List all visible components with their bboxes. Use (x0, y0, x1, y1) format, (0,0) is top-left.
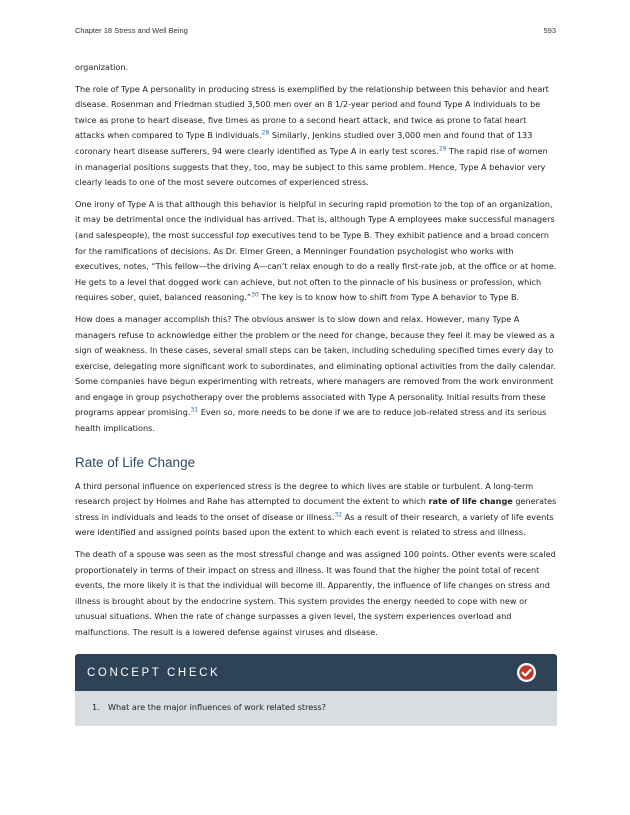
running-head (75, 26, 556, 35)
concept-check-body (75, 691, 557, 726)
paragraph-text: The rapid rise of women in managerial positions suggests that they, too, may be subject to this same problem. Hence, Type A behavior very clearly leads to one of the most severe outcomes of experienced stress. (75, 145, 548, 188)
paragraph-text: executives tend to be Type B. They exhibit patience and a broad concern for the ramifications of decisions. As Dr. Elmer Green, a Menninger Foundation psychologist who works with executives, notes, “This fellow—the driving A—can’t relax enough to do a really first-rate job, at the office or at home. He gets to a level that dogged work can achieve, but not often to the pinnacle of his business or profession, which requires sober, quiet, balanced reasoning.” (75, 229, 557, 303)
footnote-link[interactable]: 30 (251, 291, 259, 299)
concept-check-title: CONCEPT CHECK (87, 666, 221, 679)
list-item (92, 700, 543, 715)
paragraph (75, 479, 557, 541)
emphasis: top (236, 229, 250, 240)
question-list (92, 700, 543, 715)
footnote-link[interactable]: 32 (334, 511, 343, 519)
chapter-title: Chapter 18 Stress and Well Being (75, 26, 188, 35)
footnote-link[interactable]: 29 (438, 145, 447, 153)
footnote-link[interactable]: 31 (190, 406, 199, 414)
paragraph-text: A third personal influence on experienced stress is the degree to which lives are stable or turbulent. A long-term research project by Holmes and Rahe has attempted to document the extent to which (75, 480, 534, 507)
key-term: rate of life change (428, 496, 513, 507)
body-text (75, 60, 557, 726)
paragraph (75, 547, 557, 641)
paragraph-text: generates stress in individuals and leads to the onset of disease or illness. (75, 496, 557, 522)
question-text: What are the major influences of work related stress? (108, 701, 327, 712)
check-circle-icon (517, 663, 536, 682)
paragraph (75, 82, 557, 191)
page-number: 593 (543, 26, 556, 35)
paragraph (75, 312, 557, 437)
paragraph (75, 197, 557, 306)
paragraph-text: How does a manager accomplish this? The obvious answer is to slow down and relax. However, many Type A managers refuse to acknowledge either the problem or the need for change, because they feel it may be viewed as a sign of weakness. In these cases, several small steps can be taken, including scheduling specified times every day to exercise, delegating more significant work to subordinates, and eliminating optional activities from the daily calendar. Some companies have begun experimenting with retreats, where managers are removed from the work environment and engage in group psychotherapy over the problems associated with Type A personality. Initial results from these programs appear promising. (75, 313, 556, 418)
paragraph (75, 60, 557, 76)
paragraph-text: One irony of Type A is that although this behavior is helpful in securing rapid promotion to the top of an organization, it may be detrimental once the individual has arrived. That is, although Type A employees make successful managers (and salespeople), the most successful (75, 198, 555, 240)
question-number: 1. (92, 701, 100, 712)
paragraph-text: The key is to know how to shift from Type A behavior to Type B. (258, 292, 520, 303)
concept-check-header (75, 654, 557, 691)
section-heading: Rate of Life Change (75, 454, 196, 470)
concept-check-box (75, 654, 557, 726)
paragraph-text: The death of a spouse was seen as the most stressful change and was assigned 100 points. Other events were scaled proportionately in terms of their impact on stress and illness. It was found that the higher the point total of recent events, the more likely it is that the individual will become ill. Apparently, the influence of life changes on stress and illness is brought about by the endocrine system. This system provides the energy needed to cope with new or unusual situations. When the rate of change surpasses a given level, the system experiences overload and malfunctions. The result is a lowered defense against viruses and disease. (75, 549, 556, 637)
paragraph-text: Even so, more needs to be done if we are to reduce job-related stress and its serious health implications. (75, 407, 547, 434)
paragraph-text: As a result of their research, a variety of life events were identified and assigned points based upon the extent to which each event is related to stress and illness. (75, 511, 554, 538)
paragraph-text: Similarly, Jenkins studied over 3,000 men and found that of 133 coronary heart disease sufferers, 94 were clearly identified as Type A in early test scores. (75, 130, 533, 156)
paragraph-text: organization. (75, 62, 129, 72)
paragraph-text: The role of Type A personality in producing stress is exemplified by the relationship between this behavior and heart disease. Rosenman and Friedman studied 3,500 men over an 8 1/2-year period and found Type A individuals to be twice as prone to heart disease, five times as prone to a second heart attack, and twice as prone to fatal heart attacks when compared to Type B individuals. (75, 83, 549, 141)
footnote-link[interactable]: 28 (261, 129, 270, 137)
